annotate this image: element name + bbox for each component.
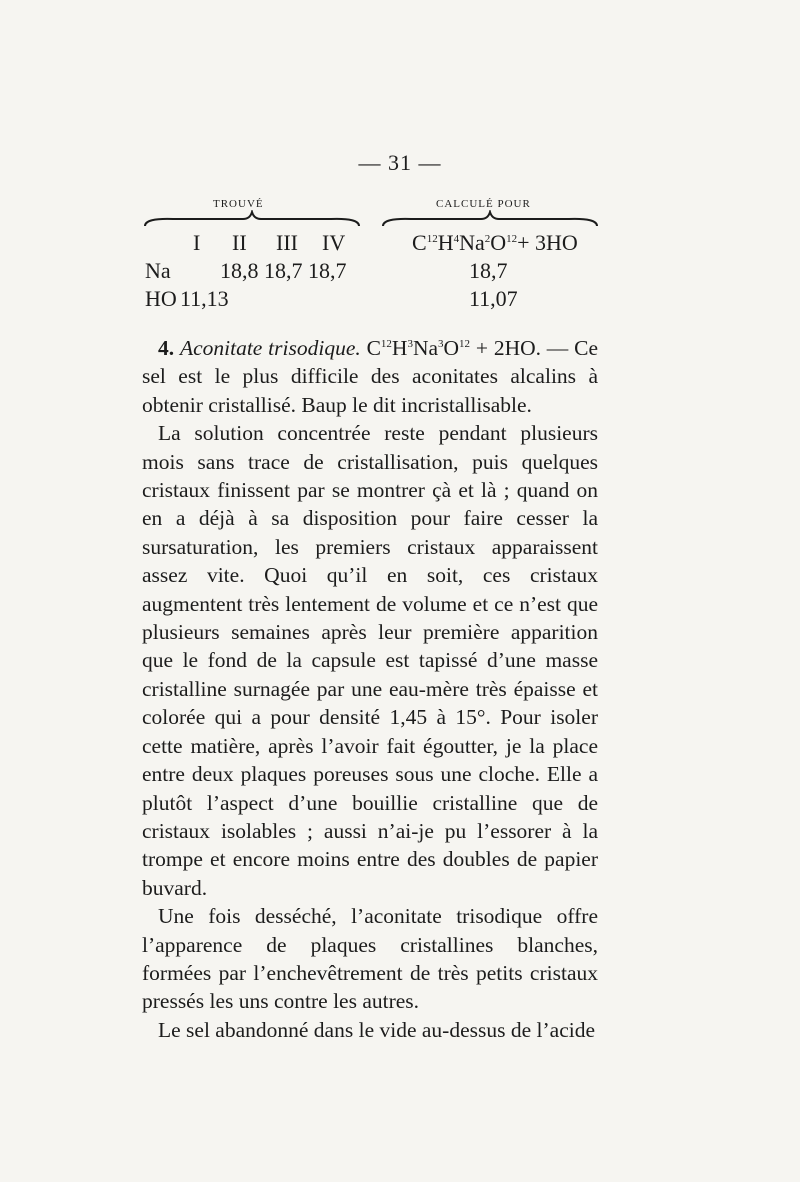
section-paragraph — [142, 334, 598, 419]
table-row — [0, 286, 800, 312]
row-label: HO — [145, 286, 177, 311]
column-header: III — [276, 230, 298, 255]
table-heading-found: TROUVÉ — [213, 198, 264, 210]
brace-calculated — [381, 210, 599, 230]
column-header: II — [232, 230, 247, 255]
brace-found — [143, 210, 361, 230]
calculated-value: 18,7 — [469, 258, 508, 283]
section-lead: Ce sel est le plus difficile des aconitates alcalins à obtenir cristallisé. Baup le dit incristallisable. — [142, 336, 599, 417]
body-text — [142, 334, 598, 1044]
paragraph: La solution concentrée reste pendant plusieurs mois sans trace de cristallisation, puis quelques cristaux finissent par se montrer çà et là ; quand on en a déjà à sa disposition pour faire cesser la sursaturation, les premiers cristaux apparaissent assez vite. Quoi qu’il en soit, ces cristaux augmentent très lentement de volume et ce n’est que plusieurs semaines après leur première apparition que le fond de la capsule est tapissé d’une masse cristalline surnagée par une eau-mère très épaisse et colorée qui a pour densité 1,45 à 15°. Pour isoler cette matière, après l’avoir fait égoutter, je la place entre deux plaques poreuses sous une cloche. Elle a plutôt l’aspect d’une bouillie cristalline que de cristaux isolables ; aussi n’ai-je pu l’essorer à la trompe et encore moins entre des doubles de papier buvard. — [142, 421, 598, 900]
paragraph: Une fois desséché, l’aconitate trisodique offre l’apparence de plaques cristallines blanches, formées par l’enchevêtrement de très petits cristaux pressés les uns contre les autres. — [142, 904, 598, 1014]
calculated-value: 11,07 — [469, 286, 518, 311]
page-number: — 31 — — [358, 150, 442, 175]
paragraph: Le sel abandonné dans le vide au-dessus de l’acide — [158, 1017, 596, 1042]
row-label: Na — [145, 258, 171, 283]
found-values: 11,13 — [180, 286, 229, 311]
section-number: 4. — [158, 336, 175, 360]
table-header-row — [0, 230, 800, 256]
column-header: I — [193, 230, 201, 255]
table-row — [0, 258, 800, 284]
table-heading-calculated: CALCULÉ POUR — [436, 198, 531, 210]
calculated-formula: $C^{12}H^4Na^2O^{12}+ 3HO$ — [412, 230, 578, 255]
section-title: Aconitate trisodique. — [179, 336, 361, 360]
section-formula: $C^{12}H^3Na^3O^{12} + 2HO$. — — [366, 336, 569, 360]
found-values: 18,8 18,7 18,7 — [220, 258, 347, 283]
column-header: IV — [322, 230, 346, 255]
